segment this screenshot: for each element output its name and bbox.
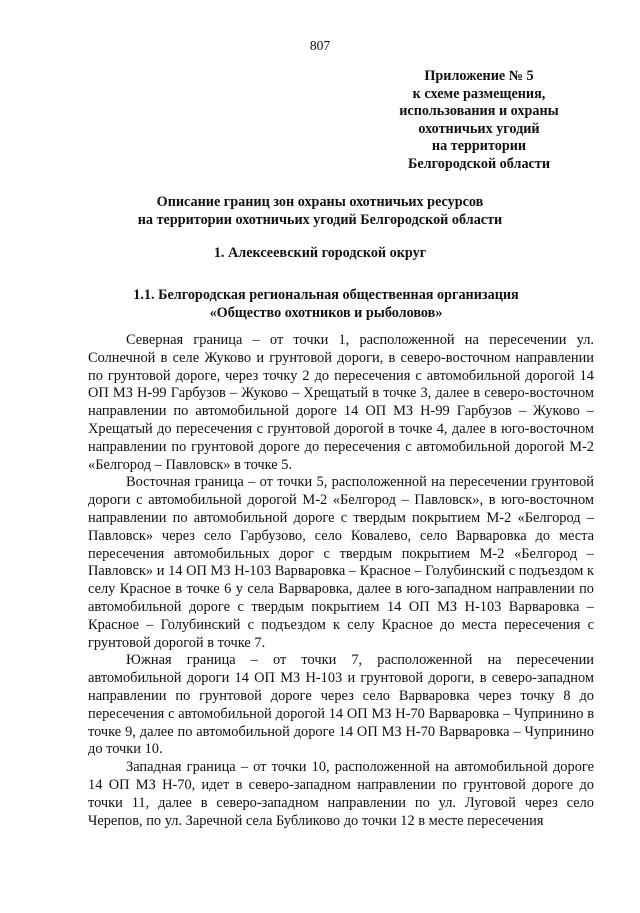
district-title: 1. Алексеевский городской округ xyxy=(213,245,427,261)
organization-line: «Общество охотников и рыболовов» xyxy=(209,305,443,321)
paragraph-south-border: Южная граница – от точки 7, расположенной на пересечении автомобильной дороги 14 ОП МЗ Н-103 и грунтовой дороги, в северо-западном направлении по грунтовой дороге через село Варваровка через точку 8 до пересечения с автомобильной дорогой 14 ОП МЗ Н-70 Варваровка – Чупринино в точке 9, далее по автомобильной дороге 14 ОП МЗ Н-70 Варваровка – Чупринино до точки 10. xyxy=(88,652,594,758)
title-line: на территории охотничьих угодий Белгородской области xyxy=(137,212,503,228)
title-line: Описание границ зон охраны охотничьих ресурсов xyxy=(156,194,484,210)
page-number: 807 xyxy=(309,38,331,53)
appendix-line: к схеме размещения, xyxy=(412,85,546,102)
document-title xyxy=(0,193,640,229)
document-body xyxy=(88,332,594,830)
appendix-line: охотничьих угодий xyxy=(418,120,540,137)
organization-heading xyxy=(6,286,640,322)
paragraph-west-border: Западная граница – от точки 10, расположенной на автомобильной дороге 14 ОП МЗ Н-70, идет в северо-западном направлении по грунтовой дороге до точки 11, далее в северо-западном направлении по ул. Луговой через село Черепов, по ул. Заречной села Бубликово до точки 12 в месте пересечения xyxy=(88,759,594,829)
district-heading xyxy=(0,244,640,262)
paragraph-north-border: Северная граница – от точки 1, расположенной на пересечении ул. Солнечной в селе Жуково и грунтовой дороги, в северо-восточном направлении по грунтовой дороге, через точку 2 до пересечения с автомобильной дорогой 14 ОП МЗ Н-99 Гарбузов – Жуково – Хрещатый в точке 3, далее в северо-восточном направлении по автомобильной дороге 14 ОП МЗ Н-99 Гарбузов – Жуково – Хрещатый до пересечения с грунтовой дорогой в точке 4, далее в юго-восточном направлении по грунтовой дороге до пересечения с автомобильной дорогой М-2 «Белгород – Павловск» в точке 5. xyxy=(88,332,594,473)
appendix-line: на территории xyxy=(431,138,527,154)
organization-line: 1.1. Белгородская региональная общественная организация xyxy=(133,287,519,303)
paragraph-east-border: Восточная граница – от точки 5, расположенной на пересечении грунтовой дороги с автомобильной дорогой М-2 «Белгород – Павловск», в юго-восточном направлении по автомобильной дороге с твердым покрытием М-2 «Белгород – Павловск» через село Гарбузово, село Ковалево, село Варваровка до места пересечения автомобильных дорог с твердым покрытием М-2 «Белгород – Павловск» и 14 ОП МЗ Н-103 Варваровка – Красное – Голубинский с подъездом к селу Красное в точке 6 у села Варваровка, далее в юго-западном направлении по автомобильной дороге с твердым покрытием 14 ОП МЗ Н-103 Варваровка – Красное – Голубинский с подъездом к селу Красное до места пересечения с грунтовой дорогой в точке 7. xyxy=(88,474,594,651)
appendix-line: использования и охраны xyxy=(399,103,559,119)
appendix-header xyxy=(374,68,584,173)
appendix-line: Приложение № 5 xyxy=(424,68,534,84)
appendix-line: Белгородской области xyxy=(408,155,550,172)
